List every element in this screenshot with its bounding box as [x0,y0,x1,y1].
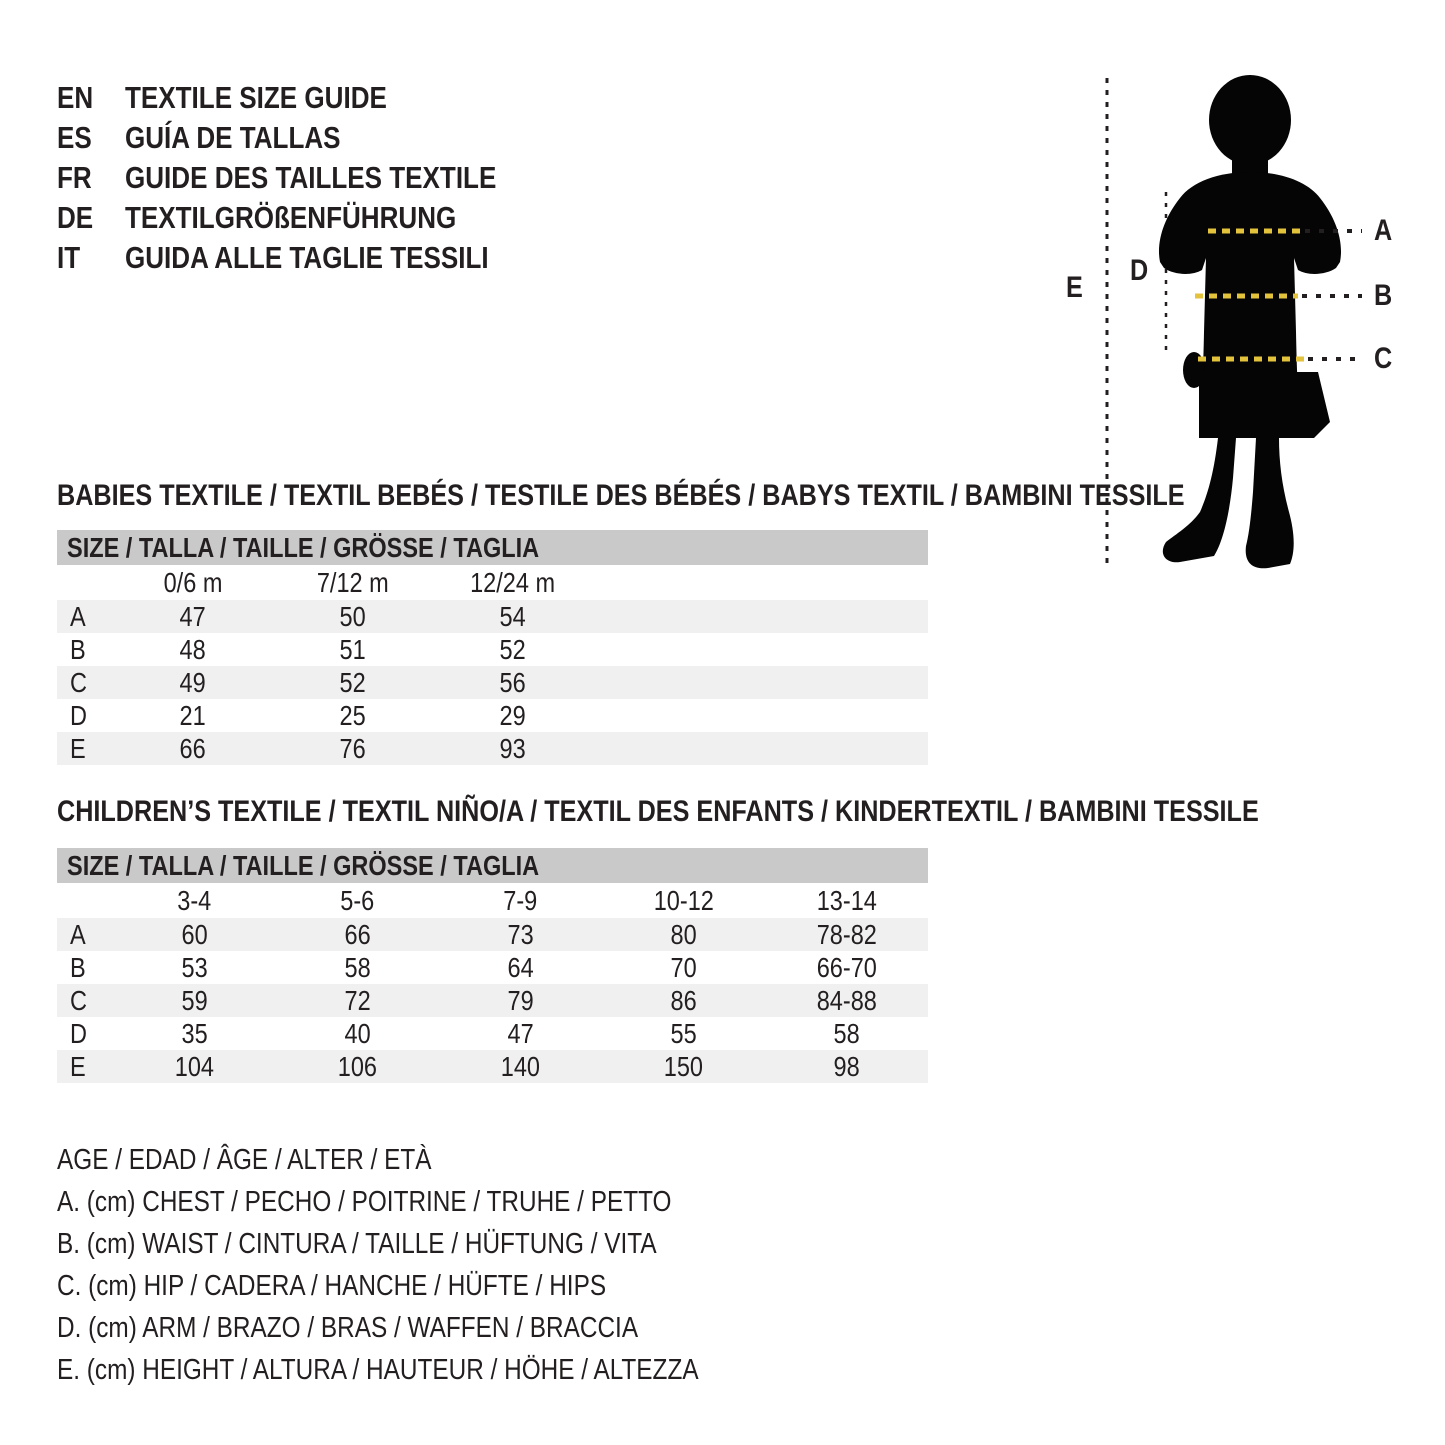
children-col-3: 10-12 [653,884,714,916]
measurement-legend [57,1146,1007,1398]
children-col-1: 5-6 [340,884,375,916]
cell: 86 [670,984,697,1016]
babies-row-e [57,732,928,765]
measure-label-b: B [1374,279,1393,312]
cell: 66 [179,732,207,764]
cell: 52 [339,666,367,698]
cell: 58 [344,951,371,983]
cell: 53 [181,951,208,983]
cell: 59 [181,984,208,1016]
cell: 51 [339,633,367,665]
guide-title-en: TEXTILE SIZE GUIDE [125,80,387,115]
row-label: C [70,984,87,1016]
babies-column-header-row [57,565,928,600]
cell: 80 [670,918,697,950]
cell: 106 [337,1050,378,1082]
legend-arm: D. (cm) ARM / BRAZO / BRAS / WAFFEN / BRACCIA [57,1312,639,1344]
babies-row-d [57,699,928,732]
guide-title-fr: GUIDE DES TAILLES TEXTILE [125,160,497,195]
cell: 140 [500,1050,541,1082]
babies-row-b [57,633,928,666]
children-row-a [57,918,928,951]
guide-title-es: GUÍA DE TALLAS [125,120,341,155]
cell: 35 [181,1017,208,1049]
row-label: B [70,633,86,665]
legend-chest: A. (cm) CHEST / PECHO / POITRINE / TRUHE / PETTO [57,1186,672,1218]
cell: 104 [174,1050,215,1082]
children-col-2: 7-9 [503,884,538,916]
language-code: ES [57,120,92,155]
cell: 58 [833,1017,860,1049]
children-section [57,795,1259,1083]
measure-label-d: D [1130,254,1149,287]
cell: 76 [339,732,367,764]
row-label: B [70,951,86,983]
children-col-4: 13-14 [816,884,877,916]
cell: 66 [344,918,371,950]
children-size-header-bar [57,848,928,883]
babies-col-0: 0/6 m [163,566,223,598]
cell: 29 [499,699,527,731]
row-label: D [70,699,87,731]
cell: 73 [507,918,534,950]
language-code: DE [57,200,94,235]
cell: 54 [499,600,527,632]
cell: 40 [344,1017,371,1049]
cell: 56 [499,666,527,698]
language-row-es [57,118,567,158]
measure-label-e: E [1066,271,1083,304]
babies-row-a [57,600,928,633]
cell: 21 [179,699,207,731]
cell: 79 [507,984,534,1016]
language-title-list [57,78,567,278]
children-row-b [57,951,928,984]
language-code: FR [57,160,92,195]
language-row-fr [57,158,567,198]
cell: 48 [179,633,207,665]
row-label: E [70,732,86,764]
children-size-table [57,883,928,1083]
legend-height: E. (cm) HEIGHT / ALTURA / HAUTEUR / HÖHE / ALTEZZA [57,1354,699,1386]
row-label: C [70,666,87,698]
children-row-c [57,984,928,1017]
babies-size-header-bar [57,530,928,565]
measure-label-a: A [1374,214,1393,247]
babies-col-2: 12/24 m [470,566,556,598]
cell: 72 [344,984,371,1016]
guide-title-de: TEXTILGRÖßENFÜHRUNG [125,200,457,235]
babies-col-1: 7/12 m [317,566,389,598]
row-label: A [70,918,86,950]
language-code: IT [57,240,81,275]
children-column-header-row [57,883,928,918]
legend-age: AGE / EDAD / ÂGE / ALTER / ETÀ [57,1144,432,1176]
legend-waist: B. (cm) WAIST / CINTURA / TAILLE / HÜFTUNG / VITA [57,1228,657,1260]
cell: 64 [507,951,534,983]
cell: 93 [499,732,527,764]
row-label: E [70,1050,86,1082]
cell: 150 [663,1050,704,1082]
cell: 70 [670,951,697,983]
row-label: A [70,600,86,632]
cell: 84-88 [816,984,877,1016]
cell: 66-70 [816,951,877,983]
cell: 55 [670,1017,697,1049]
children-col-0: 3-4 [177,884,212,916]
cell: 98 [833,1050,860,1082]
legend-hip: C. (cm) HIP / CADERA / HANCHE / HÜFTE / HIPS [57,1270,607,1302]
children-row-e [57,1050,928,1083]
language-row-de [57,198,567,238]
babies-section-title: BABIES TEXTILE / TEXTIL BEBÉS / TESTILE DES BÉBÉS / BABYS TEXTIL / BAMBINI TESSILE [57,479,1185,512]
language-row-it [57,238,567,278]
guide-title-it: GUIDA ALLE TAGLIE TESSILI [125,240,489,275]
size-header-label: SIZE / TALLA / TAILLE / GRÖSSE / TAGLIA [67,531,540,563]
babies-row-c [57,666,928,699]
cell: 25 [339,699,367,731]
language-row-en [57,78,567,118]
cell: 50 [339,600,367,632]
cell: 60 [181,918,208,950]
cell: 52 [499,633,527,665]
children-row-d [57,1017,928,1050]
cell: 78-82 [816,918,877,950]
children-section-title: CHILDREN’S TEXTILE / TEXTIL NIÑO/A / TEXTIL DES ENFANTS / KINDERTEXTIL / BAMBINI TESSILE [57,795,1259,828]
babies-size-table [57,565,928,765]
size-header-label: SIZE / TALLA / TAILLE / GRÖSSE / TAGLIA [67,849,540,881]
babies-section [57,479,1185,765]
child-silhouette [1159,75,1341,568]
measure-label-c: C [1374,342,1393,375]
row-label: D [70,1017,87,1049]
cell: 47 [507,1017,534,1049]
cell: 49 [179,666,207,698]
language-code: EN [57,80,94,115]
cell: 47 [179,600,207,632]
